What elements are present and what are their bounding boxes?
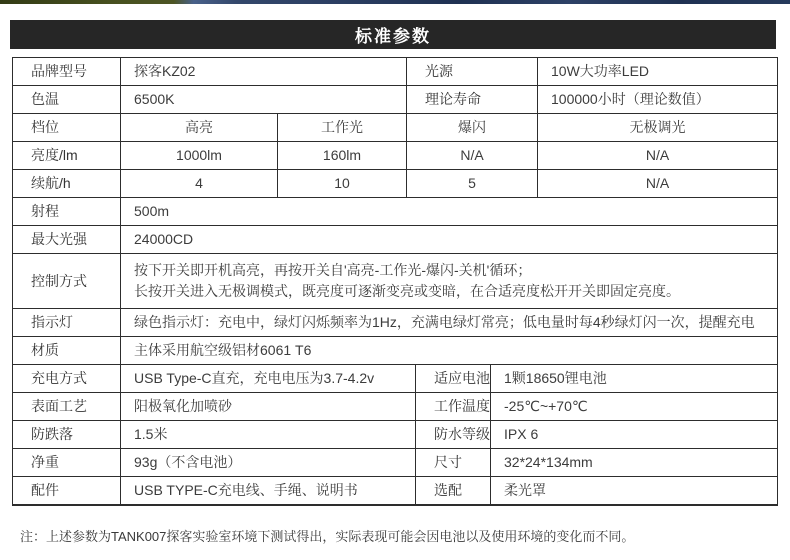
- param-value: 爆闪: [407, 114, 538, 142]
- param-value: 93g（不含电池）: [121, 449, 416, 477]
- table-row: [13, 170, 778, 198]
- param-value: 10: [278, 170, 407, 198]
- table-row: [13, 86, 778, 114]
- param-value: 5: [407, 170, 538, 198]
- param-label: 品牌型号: [13, 58, 121, 86]
- param-value: 500m: [121, 198, 778, 226]
- param-label: 防水等级: [416, 421, 491, 449]
- param-value: 工作光: [278, 114, 407, 142]
- param-value: 探客KZ02: [121, 58, 407, 86]
- param-label: 最大光强: [13, 226, 121, 254]
- param-value: 1颗18650锂电池: [491, 365, 778, 393]
- param-value: 阳极氧化加喷砂: [121, 393, 416, 421]
- footer-note: 注：上述参数为TANK007探客实验室环境下测试得出，实际表现可能会因电池以及使用环境的变化而不同。: [20, 529, 635, 544]
- param-label: 理论寿命: [407, 86, 538, 114]
- spec-table: [12, 57, 778, 506]
- param-value: IPX 6: [491, 421, 778, 449]
- param-label: 色温: [13, 86, 121, 114]
- param-label: 充电方式: [13, 365, 121, 393]
- param-value: 无极调光: [538, 114, 778, 142]
- param-label: 选配: [416, 477, 491, 506]
- param-label: 工作温度: [416, 393, 491, 421]
- param-value: N/A: [538, 170, 778, 198]
- param-label: 防跌落: [13, 421, 121, 449]
- param-label: 净重: [13, 449, 121, 477]
- table-row: [13, 198, 778, 226]
- param-value: 24000CD: [121, 226, 778, 254]
- param-value: 160lm: [278, 142, 407, 170]
- table-row: [13, 309, 778, 337]
- table-row: [13, 226, 778, 254]
- table-row: [13, 337, 778, 365]
- param-value: 主体采用航空级铝材6061 T6: [121, 337, 778, 365]
- param-value: 10W大功率LED: [538, 58, 778, 86]
- param-value: 绿色指示灯：充电中，绿灯闪烁频率为1Hz，充满电绿灯常亮；低电量时每4秒绿灯闪一次，提醒充电: [121, 309, 778, 337]
- param-value: 4: [121, 170, 278, 198]
- photo-edge-strip: [0, 0, 790, 4]
- param-value: 按下开关即开机高亮，再按开关自'高亮-工作光-爆闪-关机'循环； 长按开关进入无极调模式，既亮度可逐渐变亮或变暗，在合适亮度松开开关即固定亮度。: [121, 254, 778, 309]
- param-label: 控制方式: [13, 254, 121, 309]
- param-label: 表面工艺: [13, 393, 121, 421]
- param-label: 指示灯: [13, 309, 121, 337]
- param-value: 柔光罩: [491, 477, 778, 506]
- param-value: USB Type-C直充，充电电压为3.7-4.2v: [121, 365, 416, 393]
- param-value: N/A: [407, 142, 538, 170]
- section-header: [10, 20, 776, 49]
- param-label: 续航/h: [13, 170, 121, 198]
- table-row: [13, 254, 778, 309]
- param-label: 射程: [13, 198, 121, 226]
- param-value: 1000lm: [121, 142, 278, 170]
- param-label: 适应电池: [416, 365, 491, 393]
- table-row: [13, 58, 778, 86]
- param-label: 档位: [13, 114, 121, 142]
- section-title: 标准参数: [355, 27, 431, 46]
- param-label: 配件: [13, 477, 121, 506]
- param-value: 6500K: [121, 86, 407, 114]
- param-label: 光源: [407, 58, 538, 86]
- param-label: 亮度/lm: [13, 142, 121, 170]
- param-value: 100000小时（理论数值）: [538, 86, 778, 114]
- param-label: 尺寸: [416, 449, 491, 477]
- spec-table-body: [13, 58, 778, 506]
- table-row: [13, 449, 778, 477]
- param-value: 1.5米: [121, 421, 416, 449]
- table-row: [13, 393, 778, 421]
- table-row: [13, 477, 778, 506]
- param-value: USB TYPE-C充电线、手绳、说明书: [121, 477, 416, 506]
- param-value: N/A: [538, 142, 778, 170]
- table-row: [13, 114, 778, 142]
- param-label: 材质: [13, 337, 121, 365]
- table-row: [13, 365, 778, 393]
- table-row: [13, 421, 778, 449]
- param-value: 高亮: [121, 114, 278, 142]
- table-row: [13, 142, 778, 170]
- param-value: 32*24*134mm: [491, 449, 778, 477]
- param-value: -25℃~+70℃: [491, 393, 778, 421]
